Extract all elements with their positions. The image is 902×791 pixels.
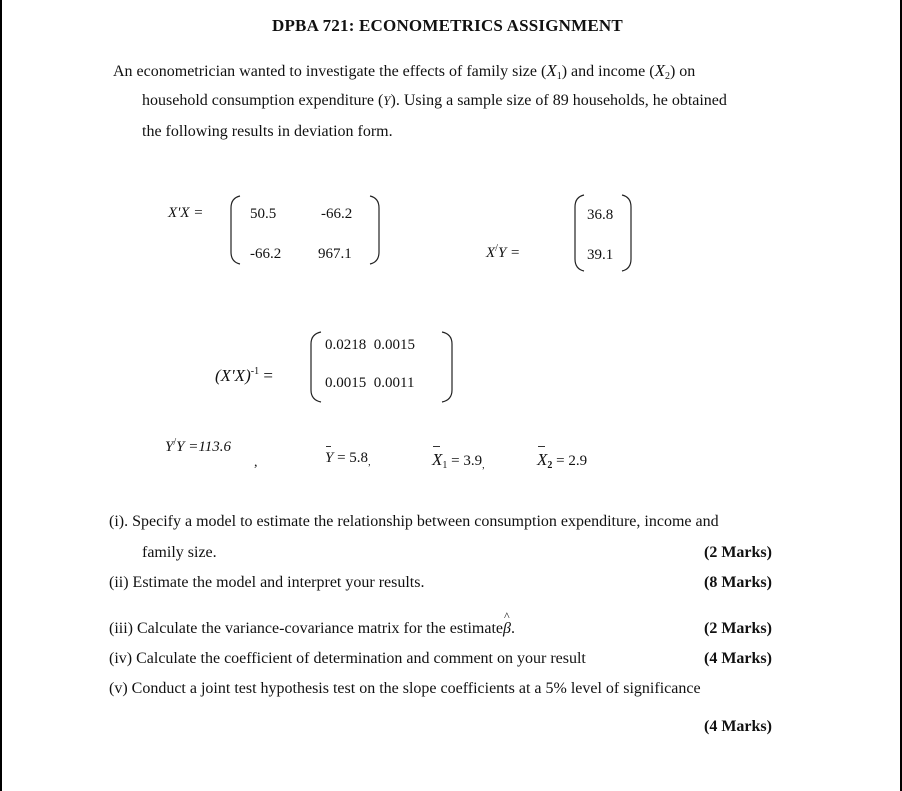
question-3 xyxy=(109,621,515,637)
intro-text-2a: household consumption expenditure ( xyxy=(142,92,384,109)
question-3-marks: (2 Marks) xyxy=(704,620,772,637)
ybar-stat xyxy=(325,451,371,466)
ybar-value: = 5.8 xyxy=(337,450,369,466)
intro-text-1a: An econometrician wanted to investigate the effects of family size ( xyxy=(113,63,547,80)
question-3-period: . xyxy=(511,620,515,637)
xty-left-bracket xyxy=(572,193,586,273)
question-5-marks: (4 Marks) xyxy=(704,718,772,735)
x1bar-subscript: 1 xyxy=(442,460,448,471)
ybar-comma: , xyxy=(368,457,371,468)
xtx-cell-r2c1: -66.2 xyxy=(250,246,282,262)
xty-cell-r1: 36.8 xyxy=(587,207,614,223)
intro-line-3: the following results in deviation form. xyxy=(142,123,393,140)
ybar-symbol: Y xyxy=(325,450,334,466)
yty-stat xyxy=(165,437,231,455)
xtx-label: X'X = xyxy=(168,205,204,221)
x2-subscript: 2 xyxy=(664,71,670,82)
yty-y: Y xyxy=(165,439,174,455)
question-4: (iv) Calculate the coefficient of determination and comment on your result xyxy=(109,650,586,667)
x2bar-subscript: 2 xyxy=(547,460,553,471)
question-3-text: (iii) Calculate the variance-covariance matrix for the estimate xyxy=(109,620,504,637)
yty-prime: / xyxy=(173,437,177,448)
question-1-line-1: (i). Specify a model to estimate the relationship between consumption expenditure, income and xyxy=(109,513,719,530)
xtx-inverse-right-bracket xyxy=(440,330,456,404)
xty-prime: / xyxy=(495,243,498,254)
xtx-cell-r2c2: 967.1 xyxy=(318,246,352,262)
x2bar-value: = 2.9 xyxy=(556,453,588,469)
question-2: (ii) Estimate the model and interpret your results. xyxy=(109,574,425,591)
x1bar-comma: , xyxy=(482,460,485,471)
xtx-inverse-left-bracket xyxy=(307,330,323,404)
xtx-cell-r1c1: 50.5 xyxy=(250,206,277,222)
xtx-inverse-eq: = xyxy=(263,366,273,385)
xty-cell-r2: 39.1 xyxy=(587,247,614,263)
xtx-left-bracket xyxy=(228,194,242,266)
question-5: (v) Conduct a joint test hypothesis test on the slope coefficients at a 5% level of significance xyxy=(109,680,701,697)
question-1-line-2: family size. xyxy=(142,544,217,561)
page-left-border xyxy=(0,0,2,791)
xty-label xyxy=(486,243,521,261)
xtx-cell-r1c2: -66.2 xyxy=(321,206,353,222)
xtx-inverse-label xyxy=(215,367,273,384)
intro-text-1b: ) and income ( xyxy=(561,63,655,80)
yty-comma: , xyxy=(254,455,258,470)
intro-line-2 xyxy=(142,93,727,109)
xty-rest: Y = xyxy=(497,245,521,261)
x2-symbol: X xyxy=(654,61,665,80)
intro-text-1c: ) on xyxy=(669,63,696,80)
x1bar-value: = 3.9 xyxy=(451,453,483,469)
x1bar-symbol: X xyxy=(432,450,443,469)
question-2-marks: (8 Marks) xyxy=(704,574,772,591)
intro-line-1 xyxy=(113,62,695,80)
xtx-inverse-row-1: 0.0218 0.0015 xyxy=(325,337,415,353)
intro-text-2b: ). Using a sample size of 89 households, he obtained xyxy=(390,92,727,109)
xty-x: X xyxy=(486,245,496,261)
xty-right-bracket xyxy=(620,193,634,273)
xtx-inverse-sup: -1 xyxy=(250,366,260,377)
xtx-inverse-main: (X'X) xyxy=(215,366,251,385)
xtx-inverse-row-2: 0.0015 0.0011 xyxy=(325,375,415,391)
x2bar-symbol: X xyxy=(537,450,548,469)
x2bar-stat xyxy=(537,451,587,469)
y-symbol: Y xyxy=(383,93,391,108)
yty-value: Y =113.6 xyxy=(176,439,231,455)
question-4-marks: (4 Marks) xyxy=(704,650,772,667)
x1bar-stat xyxy=(432,451,485,469)
x1-symbol: X xyxy=(546,61,557,80)
xtx-right-bracket xyxy=(368,194,382,266)
assignment-title: DPBA 721: ECONOMETRICS ASSIGNMENT xyxy=(272,16,623,35)
beta-hat-symbol: ^ β xyxy=(503,621,511,637)
x1-subscript: 1 xyxy=(556,71,562,82)
question-1-marks: (2 Marks) xyxy=(704,544,772,561)
